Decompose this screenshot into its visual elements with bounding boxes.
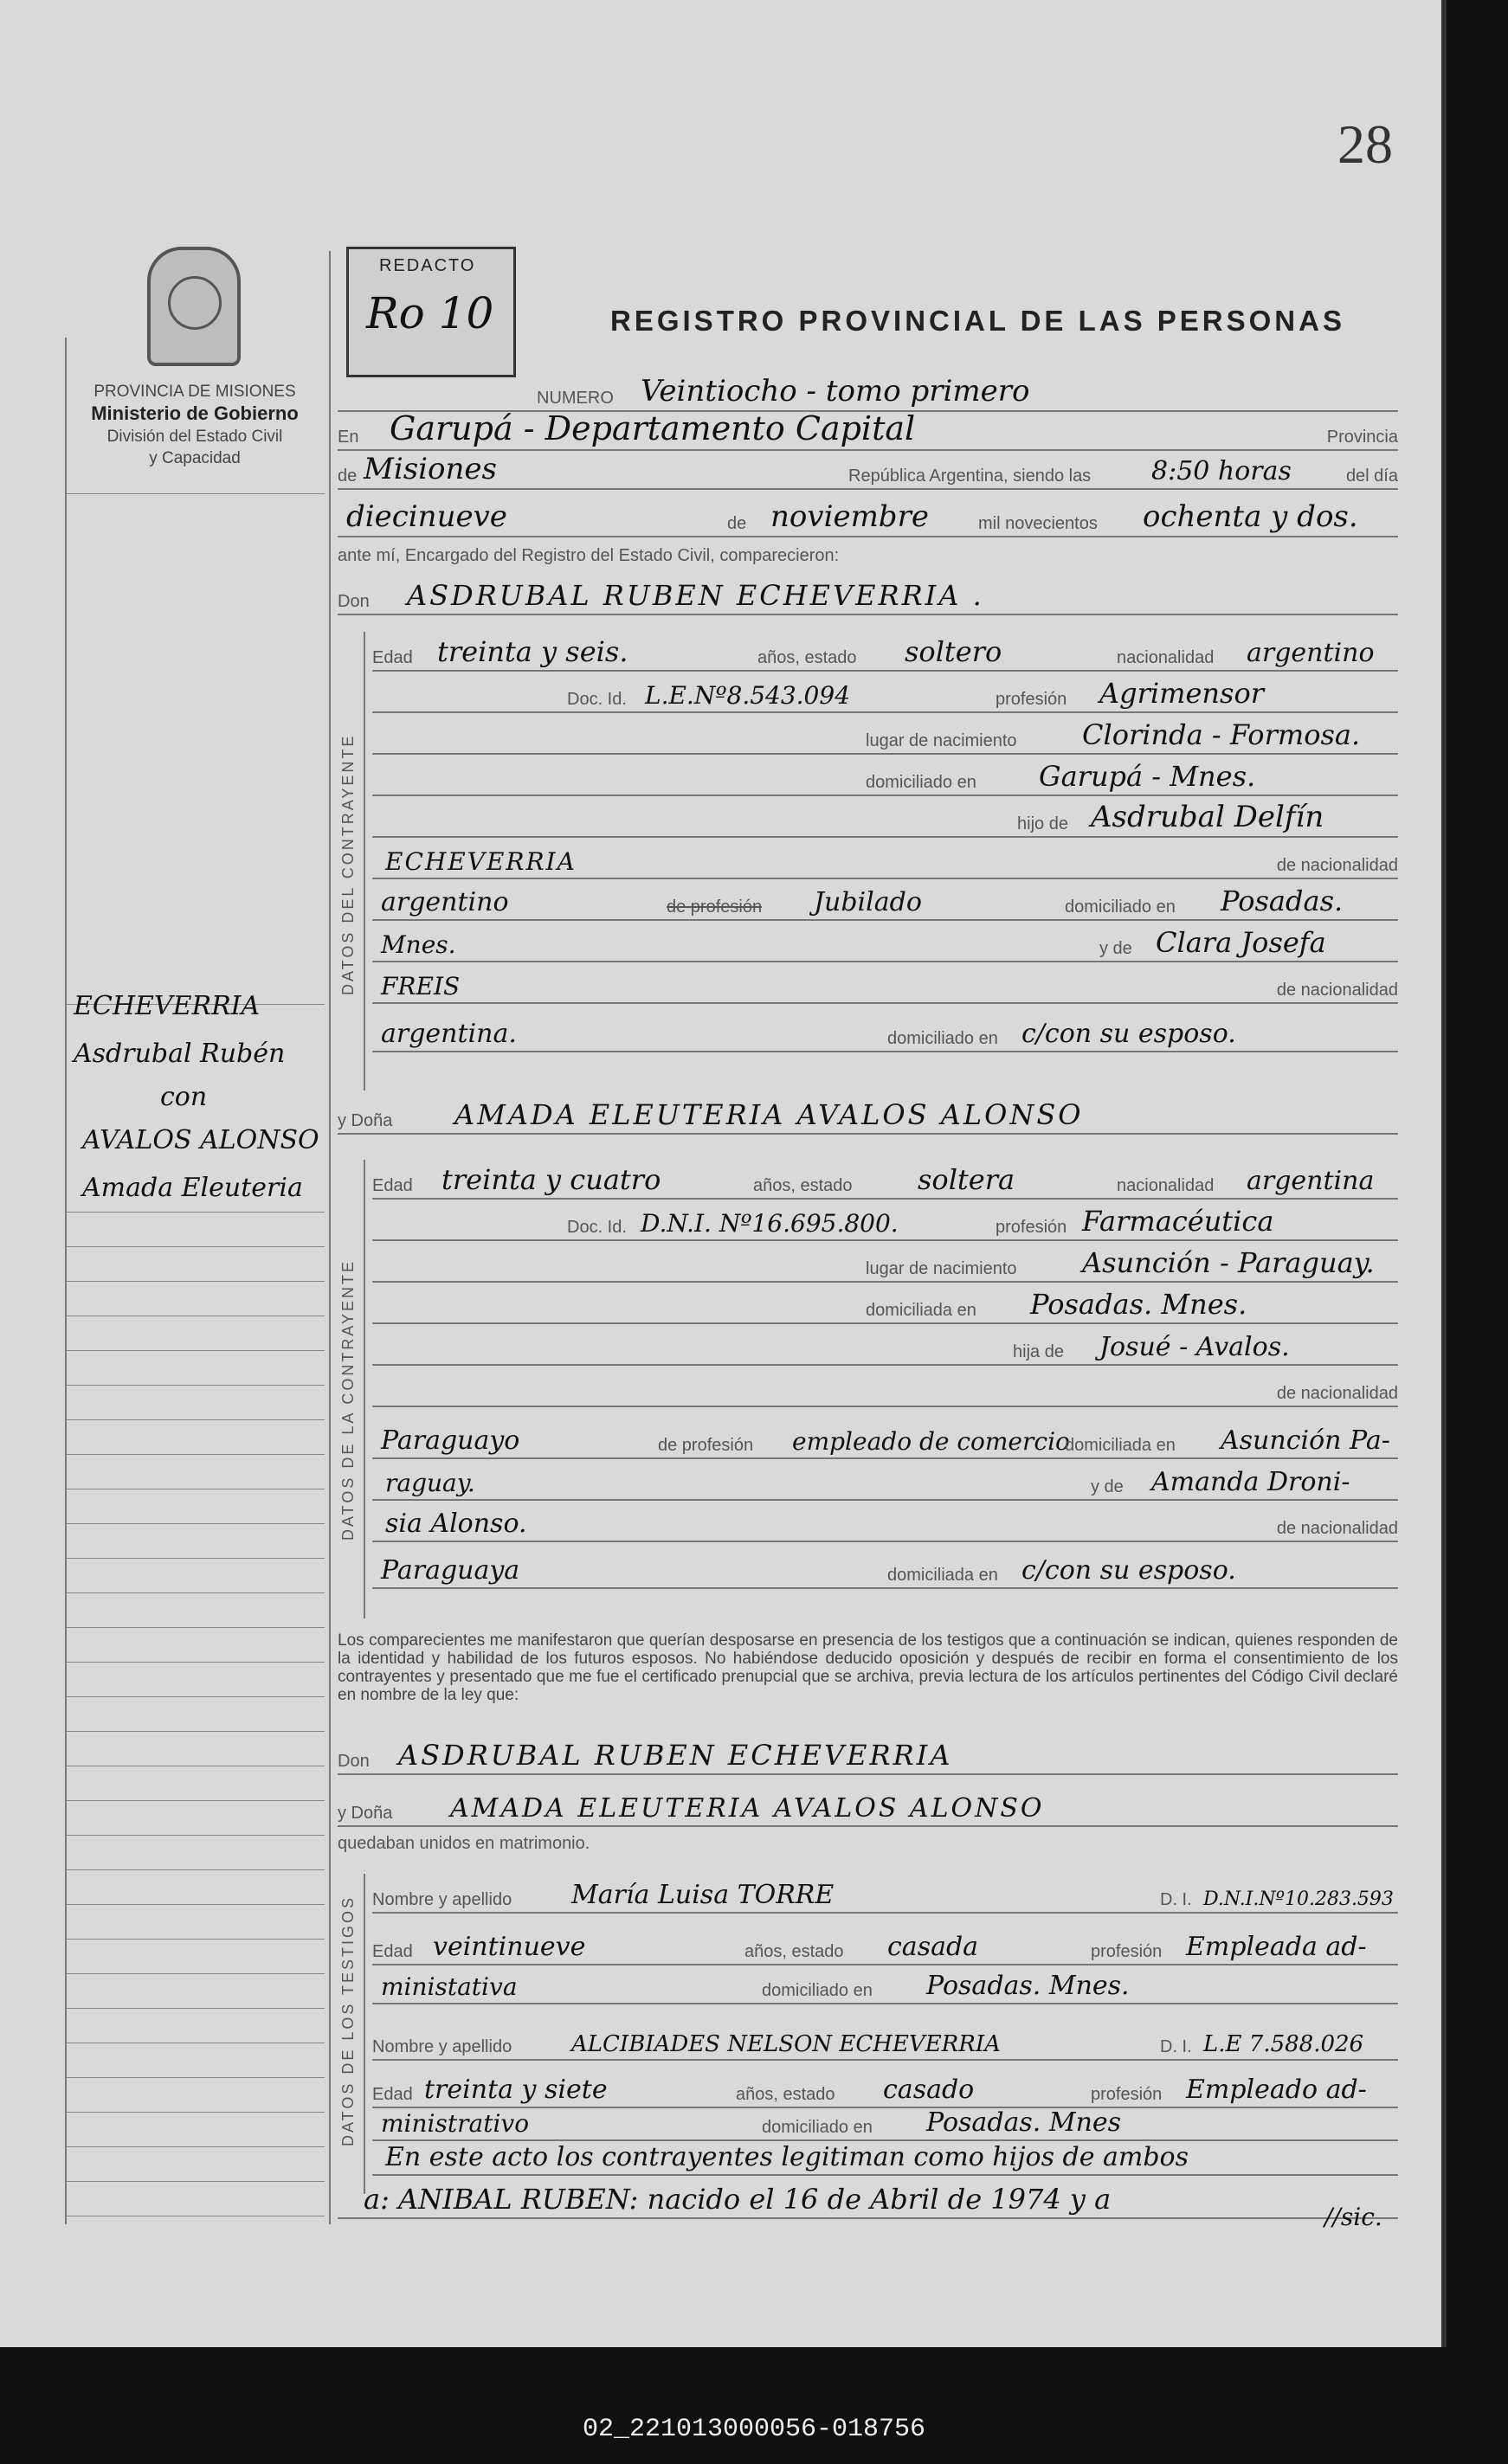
c1-row-padre-apellido	[372, 840, 1398, 879]
c1-row-madre-apellido	[372, 964, 1398, 1004]
c1-y-de-label: y de	[1099, 939, 1132, 958]
c2-dona-label: y Doña	[338, 1111, 393, 1130]
t2-nombre-label: Nombre y apellido	[372, 2037, 512, 2056]
image-id-footer: 02_221013000056-018756	[582, 2415, 926, 2444]
contrayenta-side-label: DATOS DE LA CONTRAYENTE	[339, 1258, 357, 1541]
c2-dona-value: AMADA ELEUTERIA AVALOS ALONSO	[454, 1098, 1084, 1131]
legal-paragraph: Los comparecientes me manifestaron que querían desposarse en presencia de los testigos que a continuación se indican, quienes responden de la identidad y habilidad de los futuros esposos. No habiéndose deducido oposición y después de recibir en forma el consentimiento de los contrayentes y presentado que me fue el certificado prenupcial que se archiva, previa lectura de los artículos pertinentes del Código Civil declaré en nombre de la ley que:	[338, 1631, 1398, 1704]
t1-nombre-label: Nombre y apellido	[372, 1890, 512, 1909]
en-label: En	[338, 428, 359, 447]
c1-lugar-label: lugar de nacimiento	[866, 731, 1017, 750]
c1-madre-dom: c/con su esposo.	[1021, 1019, 1236, 1049]
c2-madre-nac: Paraguaya	[381, 1555, 520, 1586]
margin-note-2: Asdrubal Rubén	[74, 1039, 286, 1069]
t2-dom-value: Posadas. Mnes	[926, 2107, 1122, 2138]
c2-lugar-value: Asunción - Paraguay.	[1082, 1246, 1375, 1279]
page-title: REGISTRO PROVINCIAL DE LAS PERSONAS	[610, 305, 1345, 337]
c1-lugar-value: Clorinda - Formosa.	[1082, 718, 1361, 751]
c2-prof-label: profesión	[996, 1218, 1067, 1237]
province-crest-icon	[147, 247, 241, 366]
notes-row-2	[338, 2179, 1398, 2219]
union-dona-label: y Doña	[338, 1804, 393, 1823]
c2-hija-label: hija de	[1013, 1342, 1064, 1361]
c2-row-hija	[372, 1326, 1398, 1366]
union-row-don	[338, 1735, 1398, 1775]
dia-value: diecinueve	[346, 499, 507, 534]
c1-row-doc	[372, 673, 1398, 713]
c1-doc-value: L.E.Nº8.543.094	[645, 681, 851, 710]
c2-y-de-label: y de	[1091, 1477, 1124, 1496]
c2-row-doc	[372, 1201, 1398, 1241]
row-ante	[338, 530, 1398, 568]
ministry-line-1: PROVINCIA DE MISIONES	[93, 383, 296, 401]
c2-row-madre-dom	[372, 1549, 1398, 1589]
c2-row-madre-apellido	[372, 1502, 1398, 1542]
c2-madre-dom-label: domiciliada en	[887, 1566, 998, 1585]
c1-row-madre	[372, 923, 1398, 962]
c2-row-dona	[338, 1095, 1398, 1135]
t2-edad-value: treinta y siete	[424, 2075, 608, 2105]
c1-nac-label: nacionalidad	[1117, 648, 1215, 667]
t2-estado-value: casado	[883, 2075, 975, 2105]
c1-padre-dom: Posadas.	[1221, 885, 1344, 917]
c2-padre-dom2: raguay.	[385, 1469, 475, 1497]
c2-row-dom	[372, 1284, 1398, 1324]
t1-edad-label: Edad	[372, 1942, 413, 1961]
t1-estado-value: casada	[887, 1932, 979, 1962]
c1-row-padre	[372, 881, 1398, 921]
c2-nac-label: nacionalidad	[1117, 1176, 1215, 1195]
ministry-line-3: División del Estado Civil	[106, 428, 283, 446]
c2-anios-label: años, estado	[753, 1176, 853, 1195]
t2-prof-value2: ministrativo	[381, 2109, 530, 2138]
ministry-line-4: y Capacidad	[149, 449, 241, 467]
c2-estado-value: soltera	[918, 1163, 1015, 1196]
t1-prof-value2: ministativa	[381, 1972, 518, 2001]
c1-edad-value: treinta y seis.	[437, 635, 628, 668]
c2-row-nac	[372, 1367, 1398, 1407]
c1-edad-label: Edad	[372, 648, 413, 667]
c1-hijo-label: hijo de	[1017, 814, 1068, 833]
union-don-value: ASDRUBAL RUBEN ECHEVERRIA	[398, 1739, 953, 1772]
c1-dom-value: Garupá - Mnes.	[1039, 760, 1256, 793]
ministry-block	[65, 381, 325, 469]
t2-di-value: L.E 7.588.026	[1203, 2031, 1364, 2057]
page-number: 28	[1337, 113, 1393, 175]
c1-madre: Clara Josefa	[1156, 926, 1326, 959]
c2-dom-value: Posadas. Mnes.	[1030, 1288, 1247, 1321]
union-row-quedaban	[338, 1817, 1398, 1856]
provincia-label: Provincia	[1326, 428, 1398, 447]
de2-label: de	[727, 514, 747, 533]
c2-row-padre	[372, 1419, 1398, 1459]
t2-prof-value: Empleado ad-	[1186, 2075, 1367, 2105]
c1-madre-apellido: FREIS	[381, 972, 461, 1000]
c1-de-nac-label2: de nacionalidad	[1276, 981, 1398, 1000]
c2-padre-prof: empleado de comercio	[792, 1427, 1070, 1456]
c1-padre-dom-label: domiciliado en	[1065, 897, 1176, 917]
c2-de-prof-label: de profesión	[658, 1436, 754, 1455]
t2-edad-label: Edad	[372, 2085, 413, 2104]
notes-row-1	[372, 2136, 1398, 2176]
stamp-signature: Ro 10	[366, 288, 494, 338]
c1-padre-apellido: ECHEVERRIA	[385, 847, 577, 876]
del-dia-label: del día	[1345, 466, 1398, 486]
c2-hija-value: Josué - Avalos.	[1099, 1332, 1290, 1362]
t2-anios-label: años, estado	[736, 2085, 835, 2104]
c2-doc-label: Doc. Id.	[567, 1218, 627, 1237]
c2-madre: Amanda Droni-	[1151, 1467, 1350, 1497]
c2-madre-dom: c/con su esposo.	[1021, 1555, 1236, 1586]
numero-label: NUMERO	[537, 389, 614, 408]
t1-di-value: D.N.I.Nº10.283.593	[1203, 1888, 1394, 1910]
c1-dom-label: domiciliado en	[866, 773, 976, 792]
c2-lugar-label: lugar de nacimiento	[866, 1259, 1017, 1278]
ministry-line-2: Ministerio de Gobierno	[91, 402, 299, 424]
union-dona-value: AMADA ELEUTERIA AVALOS ALONSO	[450, 1793, 1045, 1824]
c2-madre-apellido: sia Alonso.	[385, 1509, 527, 1539]
t1-prof-value: Empleada ad-	[1186, 1932, 1367, 1962]
c2-prof-value: Farmacéutica	[1082, 1205, 1274, 1238]
t1-nombre-value: María Luisa TORRE	[571, 1880, 835, 1910]
c2-row-lugar	[372, 1243, 1398, 1283]
t2-dom-label: domiciliado en	[762, 2118, 873, 2137]
t1-row-dom	[372, 1965, 1398, 2004]
notes-line-3: //sic.	[1324, 2203, 1382, 2231]
row-numero	[338, 372, 1398, 412]
c2-dom-label: domiciliada en	[866, 1301, 976, 1320]
t2-di-label: D. I.	[1160, 2037, 1192, 2056]
c1-row-dom	[372, 756, 1398, 796]
row-don	[338, 576, 1398, 615]
t1-prof-label: profesión	[1091, 1942, 1163, 1961]
c1-row-lugar	[372, 715, 1398, 755]
c2-padre-dom: Asunción Pa-	[1221, 1425, 1390, 1456]
c1-padre-dom2: Mnes.	[381, 930, 456, 959]
c1-madre-nac: argentina.	[381, 1019, 517, 1049]
c1-de-nac-label: de nacionalidad	[1276, 856, 1398, 875]
union-don-label: Don	[338, 1752, 370, 1771]
notes-line-1: En este acto los contrayentes legitiman como hijos de ambos	[385, 2142, 1189, 2172]
c1-de-prof-label: de profesión	[667, 897, 763, 917]
c1-row-madre-dom	[372, 1013, 1398, 1052]
ante-label: ante mí, Encargado del Registro del Estado Civil, comparecieron:	[338, 546, 840, 565]
t1-row-nombre	[372, 1874, 1398, 1914]
row-de-provincia	[338, 450, 1398, 490]
contrayente-side-label: DATOS DEL CONTRAYENTE	[339, 733, 357, 995]
c2-edad-value: treinta y cuatro	[441, 1163, 661, 1196]
union-quedaban: quedaban unidos en matrimonio.	[338, 1834, 590, 1853]
t1-row-edad	[372, 1926, 1398, 1965]
testigos-side-label: DATOS DE LOS TESTIGOS	[339, 1895, 357, 2146]
t1-dom-value: Posadas. Mnes.	[926, 1971, 1130, 2001]
row-en	[338, 411, 1398, 451]
margin-note-5: Amada Eleuteria	[82, 1173, 303, 1203]
c1-madre-dom-label: domiciliado en	[887, 1029, 998, 1048]
de-value: Misiones	[364, 452, 497, 486]
t1-edad-value: veintinueve	[433, 1932, 586, 1962]
en-value: Garupá - Departamento Capital	[390, 409, 916, 447]
mes-value: noviembre	[770, 499, 929, 534]
c1-row-edad	[372, 632, 1398, 672]
c1-padre-prof: Jubilado	[814, 887, 922, 917]
c2-row-edad	[372, 1160, 1398, 1200]
c1-hijo-value: Asdrubal Delfín	[1091, 800, 1324, 834]
c1-padre-nac: argentino	[381, 887, 509, 917]
c2-doc-value: D.N.I. Nº16.695.800.	[641, 1209, 899, 1238]
redacto-stamp	[346, 247, 516, 377]
c2-row-madre	[372, 1461, 1398, 1501]
c2-padre-nac: Paraguayo	[381, 1425, 520, 1456]
c1-estado-value: soltero	[905, 635, 1002, 668]
t2-row-nombre	[372, 2021, 1398, 2061]
margin-note-3: con	[160, 1082, 208, 1112]
margin-note-4: AVALOS ALONSO	[82, 1125, 319, 1155]
c2-de-nac-label2: de nacionalidad	[1276, 1519, 1398, 1538]
don-value: ASDRUBAL RUBEN ECHEVERRIA .	[407, 579, 984, 612]
c1-prof-label: profesión	[996, 690, 1067, 709]
c2-nac-value: argentina	[1247, 1166, 1375, 1196]
t1-dom-label: domiciliado en	[762, 1981, 873, 2000]
t1-di-label: D. I.	[1160, 1890, 1192, 1909]
c1-doc-label: Doc. Id.	[567, 690, 627, 709]
t2-prof-label: profesión	[1091, 2085, 1163, 2104]
de-label: de	[338, 466, 358, 486]
anio-value: ochenta y dos.	[1143, 499, 1358, 534]
stamp-label: REDACTO	[379, 256, 476, 275]
t2-nombre-value: ALCIBIADES NELSON ECHEVERRIA	[571, 2031, 1001, 2057]
c1-nac-value: argentino	[1247, 638, 1375, 668]
notes-line-2: a: ANIBAL RUBEN: nacido el 16 de Abril de 1974 y a	[364, 2183, 1112, 2216]
c1-prof-value: Agrimensor	[1099, 677, 1264, 710]
c1-anios-label: años, estado	[757, 648, 857, 667]
don-label: Don	[338, 592, 370, 611]
t1-anios-label: años, estado	[744, 1942, 844, 1961]
margin-note-1: ECHEVERRIA	[74, 991, 261, 1021]
republica-label: República Argentina, siendo las	[848, 466, 1092, 486]
numero-value: Veintiocho - tomo primero	[641, 374, 1030, 409]
mil-label: mil novecientos	[978, 514, 1098, 533]
c1-row-hijo	[372, 798, 1398, 838]
c2-edad-label: Edad	[372, 1176, 413, 1195]
c2-de-nac-label: de nacionalidad	[1276, 1384, 1398, 1403]
hora-value: 8:50 horas	[1151, 456, 1292, 486]
c2-padre-dom-label: domiciliada en	[1065, 1436, 1176, 1455]
